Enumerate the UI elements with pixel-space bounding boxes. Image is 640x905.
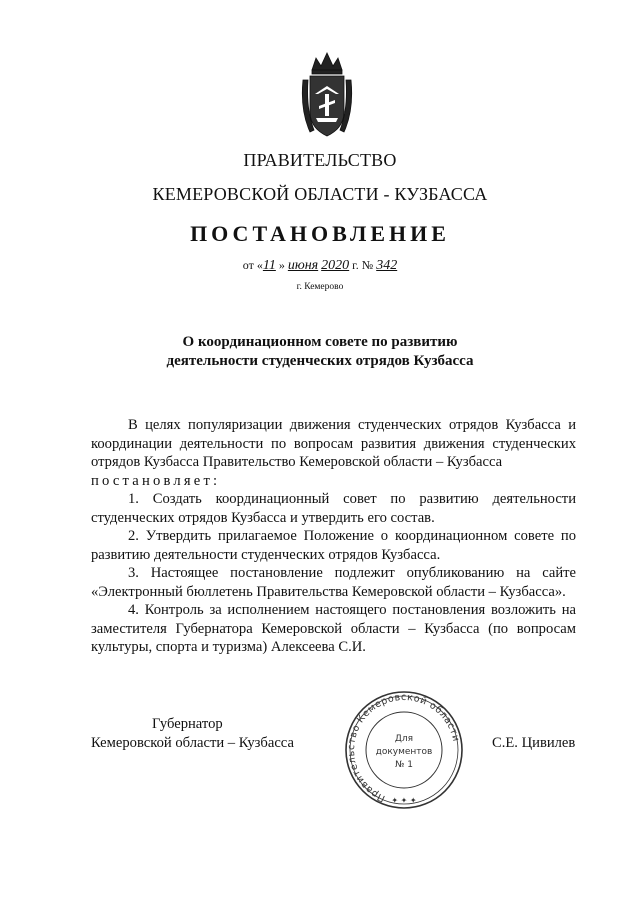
signatory-title-line1: Губернатор	[152, 716, 223, 732]
list-item: 2. Утвердить прилагаемое Положение о координационном совете по развитию деятельности студенческих отрядов Кузбасса.	[91, 528, 576, 563]
date-month: июня	[287, 258, 319, 273]
stamp-center-line1: Для	[394, 734, 414, 744]
intro-paragraph	[91, 416, 576, 472]
decree-number: 342	[376, 258, 398, 273]
city-name: г. Кемерово	[296, 282, 344, 292]
document-type-title: ПОСТАНОВЛЕНИЕ	[190, 221, 450, 246]
number-label: №	[361, 258, 374, 272]
intro-text: В целях популяризации движения студенческих отрядов Кузбасса и координации деятельности по вопросам развития движения студенческих отрядов Кузбасса Правительство Кемеровской области – Кузбасса	[91, 417, 576, 470]
stamp-ring-text: Правительство Кемеровской области	[345, 691, 462, 804]
government-name-line1: ПРАВИТЕЛЬСТВО	[243, 150, 397, 170]
stamp-center-line2: документов	[375, 747, 433, 757]
date-year-suffix: г.	[352, 258, 359, 272]
coat-of-arms-icon	[300, 50, 354, 140]
signatory-name: С.Е. Цивилев	[492, 735, 576, 751]
list-item: 1. Создать координационный совет по развитию деятельности студенческих отрядов Кузбасса и утвердить его состав.	[91, 491, 576, 526]
stamp-center-line3: № 1	[395, 760, 413, 770]
date-prefix: от «	[242, 258, 263, 272]
subject-line2: деятельности студенческих отрядов Кузбасса	[166, 353, 474, 369]
stamp-stars-icon: ✦ ✦ ✦	[391, 796, 417, 805]
date-quote-close: »	[278, 258, 285, 272]
official-stamp	[340, 688, 468, 812]
list-item: 4. Контроль за исполнением настоящего постановления возложить на заместителя Губернатора Кемеровской области – Кузбасса (по вопросам культуры, спорта и туризма) Алексеева С.И.	[91, 602, 576, 655]
date-year: 2020	[321, 258, 350, 273]
subject-line1: О координационном совете по развитию	[182, 334, 458, 350]
decree-body	[91, 416, 576, 657]
decree-subject	[0, 333, 640, 371]
government-name-line2: КЕМЕРОВСКОЙ ОБЛАСТИ - КУЗБАССА	[152, 184, 488, 204]
signatory-title-line2: Кемеровской области – Кузбасса	[91, 735, 294, 751]
decree-word: постановляет:	[91, 472, 221, 489]
date-day: 11	[262, 258, 276, 273]
decree-date-number	[0, 258, 640, 274]
list-item: 3. Настоящее постановление подлежит опубликованию на сайте «Электронный бюллетень Правительства Кемеровской области – Кузбасса».	[91, 565, 576, 600]
